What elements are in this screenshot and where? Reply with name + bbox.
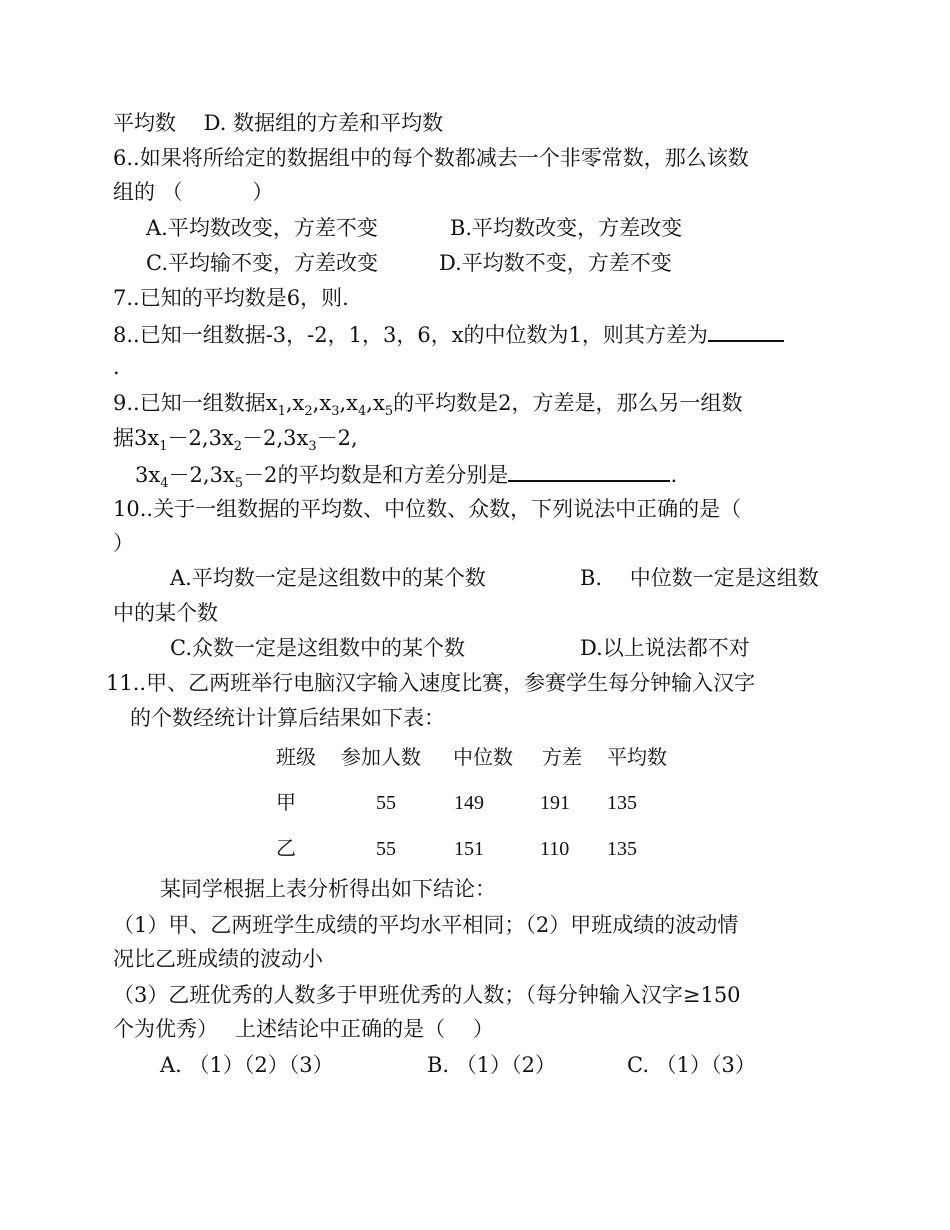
answer-option-c: C. （1）（3） xyxy=(627,1053,756,1077)
question-9-text: 9..已知一组数据$x_1,x_2,x_3,x_4,x_5$的平均数是2，方差是，那么另一组数 xyxy=(113,391,743,419)
table-cell: 135 xyxy=(607,792,637,814)
question-11-text: 11..甲、乙两班举行电脑汉字输入速度比赛，参赛学生每分钟输入汉字 xyxy=(106,671,756,695)
conclusion-intro: 某同学根据上表分析得出如下结论： xyxy=(160,877,496,901)
question-9-text-cont: 据$3x_1-2,3x_2-2,3x_3-2$, xyxy=(113,426,358,454)
answer-blank xyxy=(708,318,784,342)
question-11-text-cont: 的个数经统计计算后结果如下表： xyxy=(130,706,445,730)
question-8-end: . xyxy=(113,355,120,379)
table-header-mean: 平均数 xyxy=(607,747,667,769)
question-10-option-c: C.众数一定是这组数中的某个数 xyxy=(170,636,465,660)
table-cell: 55 xyxy=(376,792,396,814)
var-x2: $x_2$ xyxy=(292,391,313,419)
var-x1: $x_1$ xyxy=(265,391,286,419)
question-10-text: 10..关于一组数据的平均数、中位数、众数，下列说法中正确的是（ xyxy=(113,497,742,521)
question-6-option-d: D.平均数不变，方差不变 xyxy=(439,251,672,275)
question-9-text-end: $3x_4-2,3x_5-2$的平均数是和方差分别是 . xyxy=(135,458,677,490)
var-x5: $x_5$ xyxy=(372,391,394,419)
question-10-option-d: D.以上说法都不对 xyxy=(580,636,750,660)
table-header-median: 中位数 xyxy=(453,747,513,769)
question-6-text: 6..如果将所给定的数据组中的每个数都减去一个非零常数，那么该数 xyxy=(113,146,749,170)
answer-blank xyxy=(508,458,670,482)
question-6-option-c: C.平均输不变，方差改变 xyxy=(146,251,378,275)
table-header-class: 班级 xyxy=(276,747,316,769)
question-7-text: 7..已知的平均数是6，则. xyxy=(113,286,349,310)
question-6-option-b: B.平均数改变，方差改变 xyxy=(450,216,683,240)
table-cell: 110 xyxy=(540,838,570,860)
table-cell: 151 xyxy=(454,838,484,860)
question-10-option-b-cont: 中的某个数 xyxy=(113,601,218,625)
question-10-option-b: B. 中位数一定是这组数 xyxy=(580,566,819,590)
conclusion-1-2-cont: 况比乙班成绩的波动小 xyxy=(113,947,323,971)
conclusion-3: （3）乙班优秀的人数多于甲班优秀的人数；（每分钟输入汉字≥150 xyxy=(113,983,741,1007)
var-x4: $x_4$ xyxy=(346,391,367,419)
table-cell: 191 xyxy=(540,792,570,814)
question-9-tail: 的平均数是2，方差是，那么另一组数 xyxy=(393,391,743,415)
question-6-text-cont: 组的 （ ） xyxy=(113,180,274,204)
table-cell: 乙 xyxy=(276,838,296,860)
conclusion-3-cont: 个为优秀） 上述结论中正确的是（ ） xyxy=(113,1017,494,1041)
table-cell: 甲 xyxy=(276,792,296,814)
question-10-option-a: A.平均数一定是这组数中的某个数 xyxy=(170,566,486,590)
line-prev-options: 平均数 D. 数据组的方差和平均数 xyxy=(113,111,444,135)
question-10-text-end: ） xyxy=(113,531,134,555)
var-x3: $x_3$ xyxy=(319,391,340,419)
question-9-lead: 9..已知一组数据 xyxy=(113,391,266,415)
answer-option-b: B. （1）（2） xyxy=(427,1053,557,1077)
table-cell: 55 xyxy=(376,838,396,860)
answer-option-a: A. （1）（2）（3） xyxy=(160,1053,334,1077)
table-header-participants: 参加人数 xyxy=(341,747,421,769)
table-header-variance: 方差 xyxy=(542,747,582,769)
conclusion-1-2: （1）甲、乙两班学生成绩的平均水平相同；（2）甲班成绩的波动情 xyxy=(113,913,739,937)
question-8-text xyxy=(113,318,784,350)
table-cell: 149 xyxy=(454,792,484,814)
question-6-option-a: A.平均数改变，方差不变 xyxy=(146,216,378,240)
question-8-body: 8..已知一组数据-3，-2，1，3，6，x的中位数为1，则其方差为 xyxy=(113,323,708,347)
table-cell: 135 xyxy=(607,838,637,860)
